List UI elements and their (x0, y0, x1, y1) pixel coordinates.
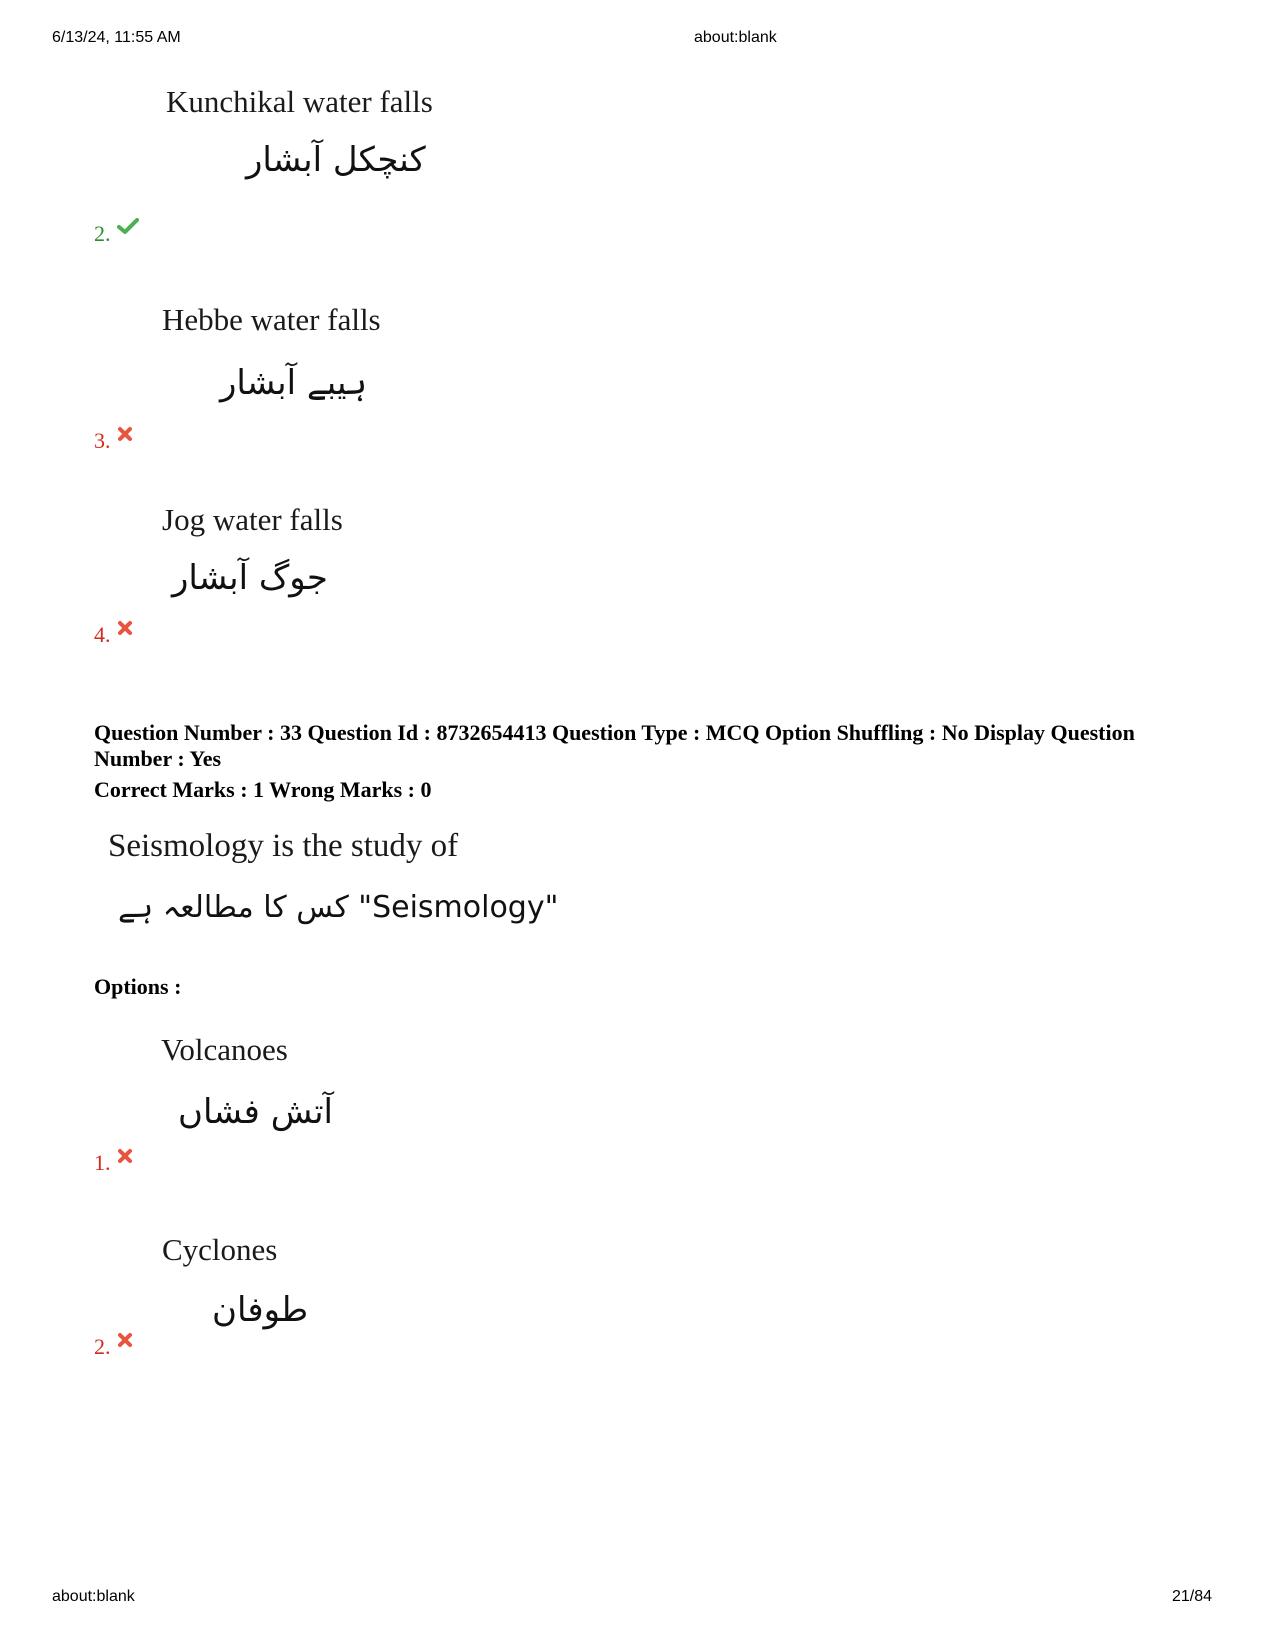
option-number (94, 1334, 133, 1360)
page-number: 21/84 (1172, 1588, 1213, 1605)
question-urdu-text: "Seismology" کس کا مطالعہ ہے (118, 890, 559, 925)
option-number (94, 1150, 133, 1176)
option-urdu-text: طوفان (212, 1290, 309, 1330)
cross-icon (117, 1328, 133, 1354)
option-number-label: 1. (94, 1150, 111, 1175)
option-urdu-text: جوگ آبشار (172, 558, 328, 598)
cross-icon (117, 1144, 133, 1170)
option-number-label: 4. (94, 622, 111, 647)
option-number (94, 622, 133, 648)
option-english-text: Volcanoes (161, 1032, 288, 1067)
cross-icon (117, 422, 133, 448)
option-english-text: Hebbe water falls (162, 302, 381, 337)
question-meta: Question Number : 33 Question Id : 8732654413 Question Type : MCQ Option Shuffling : No Display Question Number : Yes (94, 720, 1135, 771)
option-number (94, 221, 139, 247)
options-label: Options : (94, 974, 182, 999)
option-urdu-text: ہیبے آبشار (220, 363, 368, 403)
option-english-text: Jog water falls (162, 502, 343, 537)
check-icon (117, 215, 139, 241)
cross-icon (117, 616, 133, 642)
option-english-text: Kunchikal water falls (166, 84, 433, 119)
option-number-label: 2. (94, 1334, 111, 1359)
question-english-text: Seismology is the study of (108, 828, 459, 864)
option-number (94, 428, 133, 454)
option-number-label: 3. (94, 428, 111, 453)
question-marks: Correct Marks : 1 Wrong Marks : 0 (94, 777, 432, 802)
print-datetime: 6/13/24, 11:55 AM (52, 29, 181, 46)
print-url: about:blank (694, 29, 777, 46)
option-urdu-text: کنچکل آبشار (246, 140, 426, 180)
option-english-text: Cyclones (162, 1232, 278, 1267)
option-urdu-text: آتش فشاں (178, 1092, 333, 1132)
option-number-label: 2. (94, 221, 111, 246)
footer-url: about:blank (52, 1588, 135, 1605)
